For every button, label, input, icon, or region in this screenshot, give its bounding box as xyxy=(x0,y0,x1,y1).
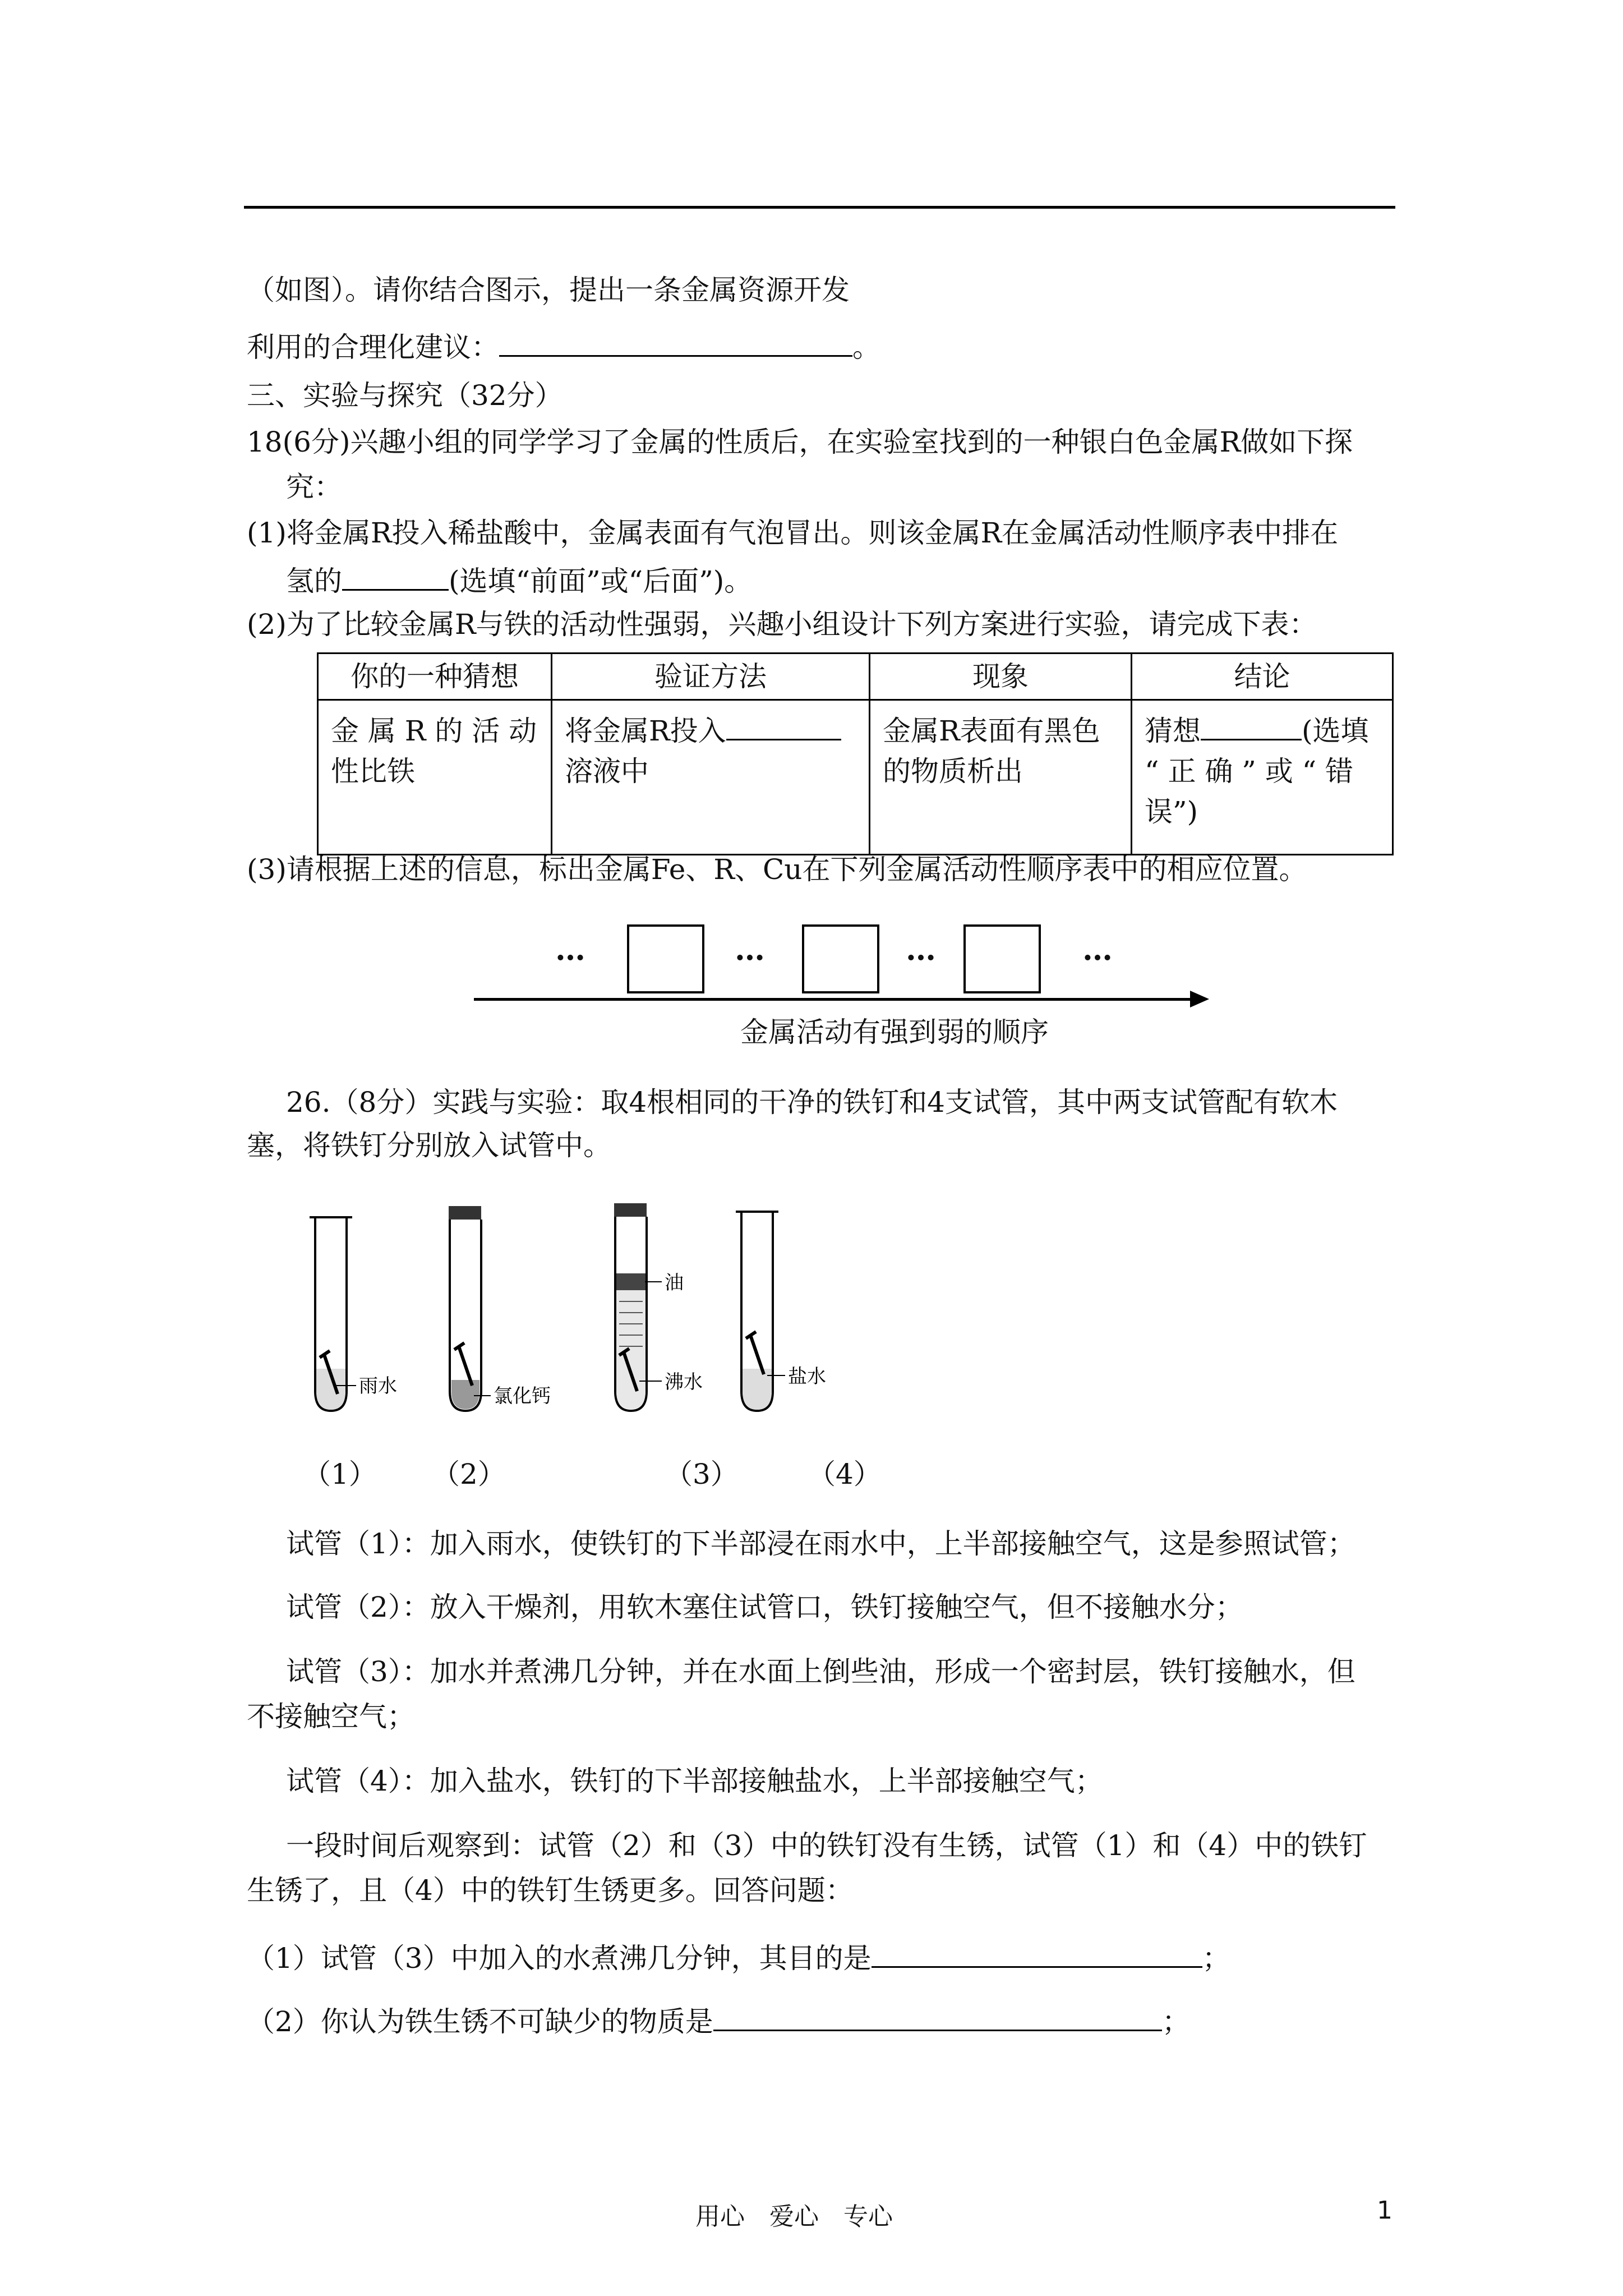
experiment-table xyxy=(317,652,1394,855)
table-cell: 金 属 R 的 活 动 性比铁 xyxy=(318,700,552,855)
text-line: 究： xyxy=(286,471,342,503)
test-tubes-figure xyxy=(280,1200,897,1436)
tube-number: （2） xyxy=(432,1458,506,1490)
footer-motto: 用心 爱心 专心 xyxy=(695,2202,893,2231)
question-26-part1: （1）试管（3）中加入的水煮沸几分钟，其目的是 ； xyxy=(247,1938,1230,1975)
answer-box xyxy=(963,924,1041,993)
tube-description: 试管（4）：加入盐水，铁钉的下半部接触盐水，上半部接触空气； xyxy=(286,1765,1103,1797)
tube-number: （1） xyxy=(303,1458,377,1490)
test-tube-1 xyxy=(310,1217,356,1411)
text-line: 氢的 (选填“前面”或“后面”)。 xyxy=(286,561,752,598)
ellipsis: … xyxy=(1082,931,1115,967)
answer-box xyxy=(627,924,704,993)
table-row xyxy=(318,700,1393,855)
tube-label: 雨水 xyxy=(359,1375,397,1397)
ellipsis: … xyxy=(735,931,767,967)
section-heading: 三、实验与探究（32分） xyxy=(247,379,563,412)
answer-blank xyxy=(499,327,852,357)
header-rule xyxy=(244,206,1395,209)
arrow-label: 金属活动有强到弱的顺序 xyxy=(740,1016,1049,1048)
text-line: 塞，将铁钉分别放入试管中。 xyxy=(247,1129,611,1162)
answer-blank xyxy=(726,711,841,740)
text-line: （如图）。请你结合图示，提出一条金属资源开发 xyxy=(247,274,850,306)
question-26: 26.（8分）实践与实验：取4根相同的干净的铁钉和4支试管，其中两支试管配有软木 xyxy=(286,1086,1338,1119)
tube-description: 试管（3）：加水并煮沸几分钟，并在水面上倒些油，形成一个密封层，铁钉接触水，但 xyxy=(286,1655,1355,1688)
order-arrow xyxy=(474,998,1195,1001)
tube-label: 沸水 xyxy=(665,1371,703,1393)
table-header-cell: 验证方法 xyxy=(552,654,870,700)
observation: 一段时间后观察到：试管（2）和（3）中的铁钉没有生锈，试管（1）和（4）中的铁钉 xyxy=(286,1829,1367,1862)
tube-description: 试管（2）：放入干燥剂，用软木塞住试管口，铁钉接触空气，但不接触水分； xyxy=(286,1591,1243,1623)
text-line: 生锈了，且（4）中的铁钉生锈更多。回答问题： xyxy=(247,1874,854,1907)
arrowhead-icon xyxy=(1190,991,1209,1007)
test-tube-2 xyxy=(449,1206,491,1411)
question-18: 18(6分)兴趣小组的同学学习了金属的性质后，在实验室找到的一种银白色金属R做如下探 xyxy=(247,426,1353,458)
tube-number: （3） xyxy=(665,1458,739,1490)
question-18-part1: (1)将金属R投入稀盐酸中，金属表面有气泡冒出。则该金属R在金属活动性顺序表中排在 xyxy=(247,517,1339,549)
tube-label: 氯化钙 xyxy=(494,1385,551,1407)
table-cell: 金属R表面有黑色 的物质析出 xyxy=(870,700,1132,855)
table-header-cell: 结论 xyxy=(1132,654,1393,700)
table-cell: 将金属R投入 溶液中 xyxy=(552,700,870,855)
text-line: 利用的合理化建议： 。 xyxy=(247,327,880,364)
question-18-part3: (3)请根据上述的信息，标出金属Fe、R、Cu在下列金属活动性顺序表中的相应位置。 xyxy=(247,853,1307,886)
answer-blank xyxy=(872,1938,1202,1968)
table-header-row xyxy=(318,654,1393,700)
question-18-part2: (2)为了比较金属R与铁的活动性强弱，兴趣小组设计下列方案进行实验，请完成下表： xyxy=(247,608,1317,641)
answer-box xyxy=(802,924,879,993)
page-number: 1 xyxy=(1377,2196,1393,2225)
test-tube-3 xyxy=(614,1203,662,1411)
answer-blank xyxy=(1201,711,1302,740)
tube-description: 试管（1）：加入雨水，使铁钉的下半部浸在雨水中，上半部接触空气，这是参照试管； xyxy=(286,1527,1355,1560)
table-header-cell: 你的一种猜想 xyxy=(318,654,552,700)
answer-blank xyxy=(713,2001,1162,2031)
question-26-part2: （2）你认为铁生锈不可缺少的物质是 ； xyxy=(247,2001,1190,2039)
test-tube-4 xyxy=(736,1212,785,1411)
tube-label: 盐水 xyxy=(788,1365,826,1388)
ellipsis: … xyxy=(555,931,588,967)
ellipsis: … xyxy=(906,931,938,967)
table-cell: 猜想 (选填 “ 正 确 ” 或 “ 错 误”) xyxy=(1132,700,1393,855)
text-line: 不接触空气； xyxy=(247,1700,415,1733)
table-header-cell: 现象 xyxy=(870,654,1132,700)
answer-blank xyxy=(342,561,449,591)
tube-label: 油 xyxy=(665,1272,684,1294)
tube-number: （4） xyxy=(808,1458,882,1490)
